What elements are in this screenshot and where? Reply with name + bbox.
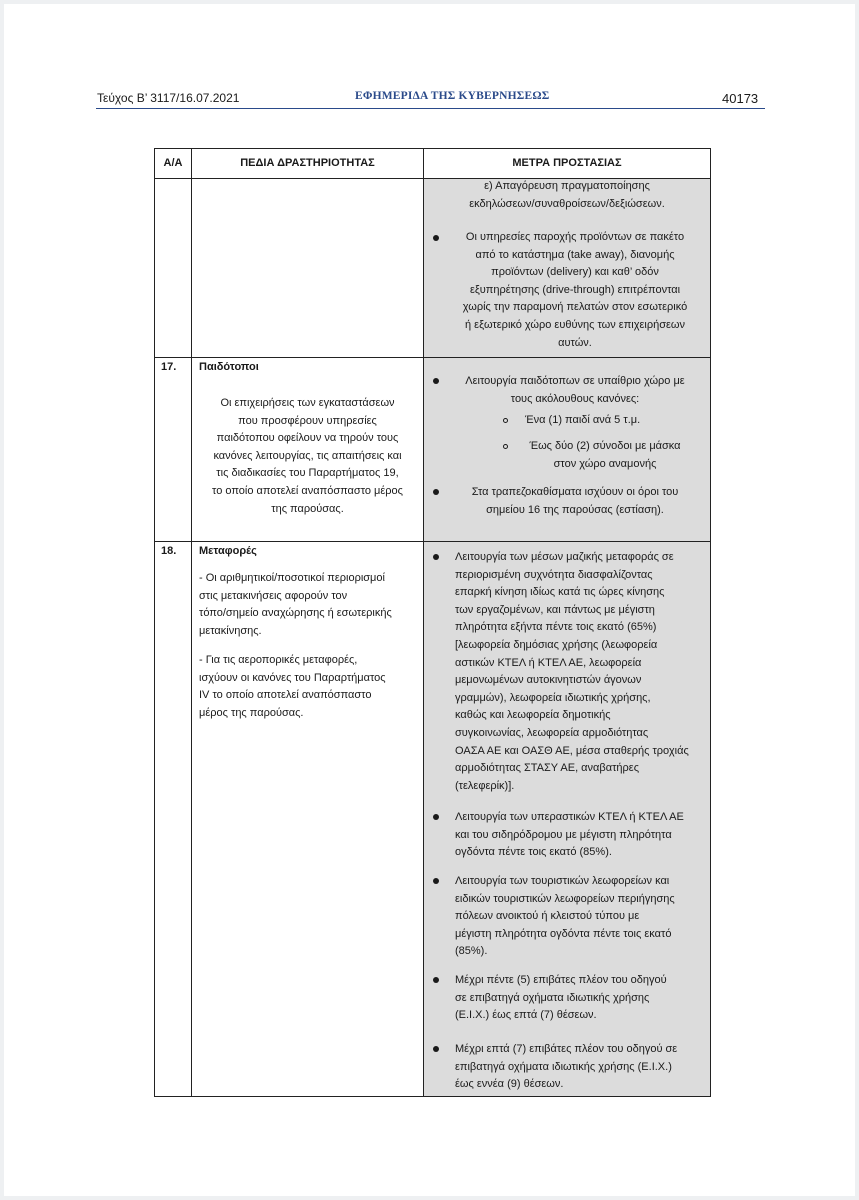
col-divider-1 bbox=[191, 149, 192, 1096]
row-18-number: 18. bbox=[161, 545, 177, 557]
bullet-icon bbox=[433, 554, 439, 560]
sub-bullet-icon bbox=[503, 418, 508, 423]
public-transport-measure: Λειτουργία των μέσων μαζικής μεταφοράς σε περιορισμένη συχνότητα διασφαλίζοντας επαρκή κίνηση ιδίως κατά τις ώρες κίνησης των εργαζομένων, και πάντως με μέγιστη πληρότητα εξήντα πέντε τοις εκατό (65%) [λεωφορεία δημόσιας χρήσης (λεωφορεία αστικών ΚΤΕΛ ή ΚΤΕΛ ΑΕ, λεωφορεία μεμονωμένων αυτοκινητιστών άγονων γραμμών), λεωφορεία ιδιωτικής χρήσης, καθώς και λεωφορεία δημοτικής συγκοινωνίας, λεωφορεία αρμοδιότητας ΟΑΣΑ ΑΕ και ΟΑΣΘ ΑΕ, μέσα σταθερής τροχιάς αρμοδιότητας ΣΤΑΣΥ ΑΕ, αναβατήρες (τελεφερίκ)]. bbox=[455, 551, 689, 792]
row-18-description-1: - Οι αριθμητικοί/ποσοτικοί περιορισμοί στις μετακινήσεις αφορούν τον τόπο/σημείο αναχώρησης ή εσωτερικής μετακίνησης. bbox=[199, 572, 392, 637]
tourist-bus-measure: Λειτουργία των τουριστικών λεωφορείων και ειδικών τουριστικών λεωφορείων περιήγησης πόλεων ανοικτού ή κλειστού τύπου με μέγιστη πληρότητα ογδόντα πέντε τοις εκατό (85%). bbox=[455, 875, 675, 958]
bullet-icon bbox=[433, 1046, 439, 1052]
bullet-icon bbox=[433, 977, 439, 983]
col-header-measures: ΜΕΤΡΑ ΠΡΟΣΤΑΣΙΑΣ bbox=[512, 157, 622, 169]
row-divider-18 bbox=[155, 541, 710, 542]
playground-rules-measure: Λειτουργία παιδότοπων σε υπαίθριο χώρο με τους ακόλουθους κανόνες: bbox=[465, 375, 685, 405]
page-number: 40173 bbox=[722, 91, 759, 106]
measure-e-line: ε) Απαγόρευση πραγματοποίησης εκδηλώσεων/συναθροίσεων/δεξιώσεων. bbox=[469, 180, 665, 210]
col-header-number: Α/Α bbox=[163, 157, 183, 169]
row-17-title: Παιδότοποι bbox=[199, 361, 259, 373]
bullet-icon bbox=[433, 878, 439, 884]
bullet-icon bbox=[433, 378, 439, 384]
journal-title: ΕΦΗΜΕΡΙΔΑ ΤΗΣ ΚΥΒΕΡΝΗΣΕΩΣ bbox=[355, 90, 550, 102]
companions-rule: Έως δύο (2) σύνοδοι με μάσκα στον χώρο αναμονής bbox=[529, 440, 681, 470]
bullet-icon bbox=[433, 814, 439, 820]
intercity-transport-measure: Λειτουργία των υπεραστικών ΚΤΕΛ ή ΚΤΕΛ ΑΕ και του σιδηρόδρομου με μέγιστη πληρότητα ογδόντα πέντε τοις εκατό (85%). bbox=[455, 811, 684, 859]
bullet-icon bbox=[433, 235, 439, 241]
private-car-9-seats-measure: Μέχρι επτά (7) επιβάτες πλέον του οδηγού σε επιβατηγά οχήματα ιδιωτικής χρήσης (Ε.Ι.Χ.) έως εννέα (9) θέσεων. bbox=[455, 1043, 678, 1091]
sub-bullet-icon bbox=[503, 444, 508, 449]
seating-measure: Στα τραπεζοκαθίσματα ισχύουν οι όροι του σημείου 16 της παρούσας (εστίαση). bbox=[471, 486, 679, 516]
takeaway-measure: Οι υπηρεσίες παροχής προϊόντων σε πακέτο από το κατάστημα (take away), διανομής προϊόντων (delivery) και καθ’ οδόν εξυπηρέτησης (drive-through) επιτρέπονται χωρίς την παραμονή πελατών στον εσωτερικό ή εξωτερικό χώρο ευθύνης των επιχειρήσεων αυτών. bbox=[462, 231, 688, 349]
issue-label: Τεύχος Β’ 3117/16.07.2021 bbox=[97, 91, 240, 105]
row-18-title: Μεταφορές bbox=[199, 545, 257, 557]
col-header-activity: ΠΕΔΙΑ ΔΡΑΣΤΗΡΙΟΤΗΤΑΣ bbox=[240, 157, 375, 169]
row-17-number: 17. bbox=[161, 361, 177, 373]
private-car-7-seats-measure: Μέχρι πέντε (5) επιβάτες πλέον του οδηγού σε επιβατηγά οχήματα ιδιωτικής χρήσης (Ε.Ι.Χ.) έως επτά (7) θέσεων. bbox=[455, 974, 667, 1022]
measures-table bbox=[154, 148, 711, 1097]
bullet-icon bbox=[433, 489, 439, 495]
children-per-area-rule: Ένα (1) παιδί ανά 5 τ.μ. bbox=[525, 414, 641, 426]
header-rule bbox=[96, 108, 765, 109]
row-divider-17 bbox=[155, 357, 710, 358]
row-18-description-2: - Για τις αεροπορικές μεταφορές, ισχύουν οι κανόνες του Παραρτήματος IV το οποίο αποτελεί αναπόσπαστο μέρος της παρούσας. bbox=[199, 654, 386, 719]
row-17-description: Οι επιχειρήσεις των εγκαταστάσεων που προσφέρουν υπηρεσίες παιδότοπου οφείλουν να τηρούν τους κανόνες λειτουργίας, τις απαιτήσεις και τις διαδικασίες του Παραρτήματος 19, το οποίο αποτελεί αναπόσπαστο μέρος της παρούσας. bbox=[212, 397, 403, 515]
col-divider-2 bbox=[423, 149, 424, 1096]
